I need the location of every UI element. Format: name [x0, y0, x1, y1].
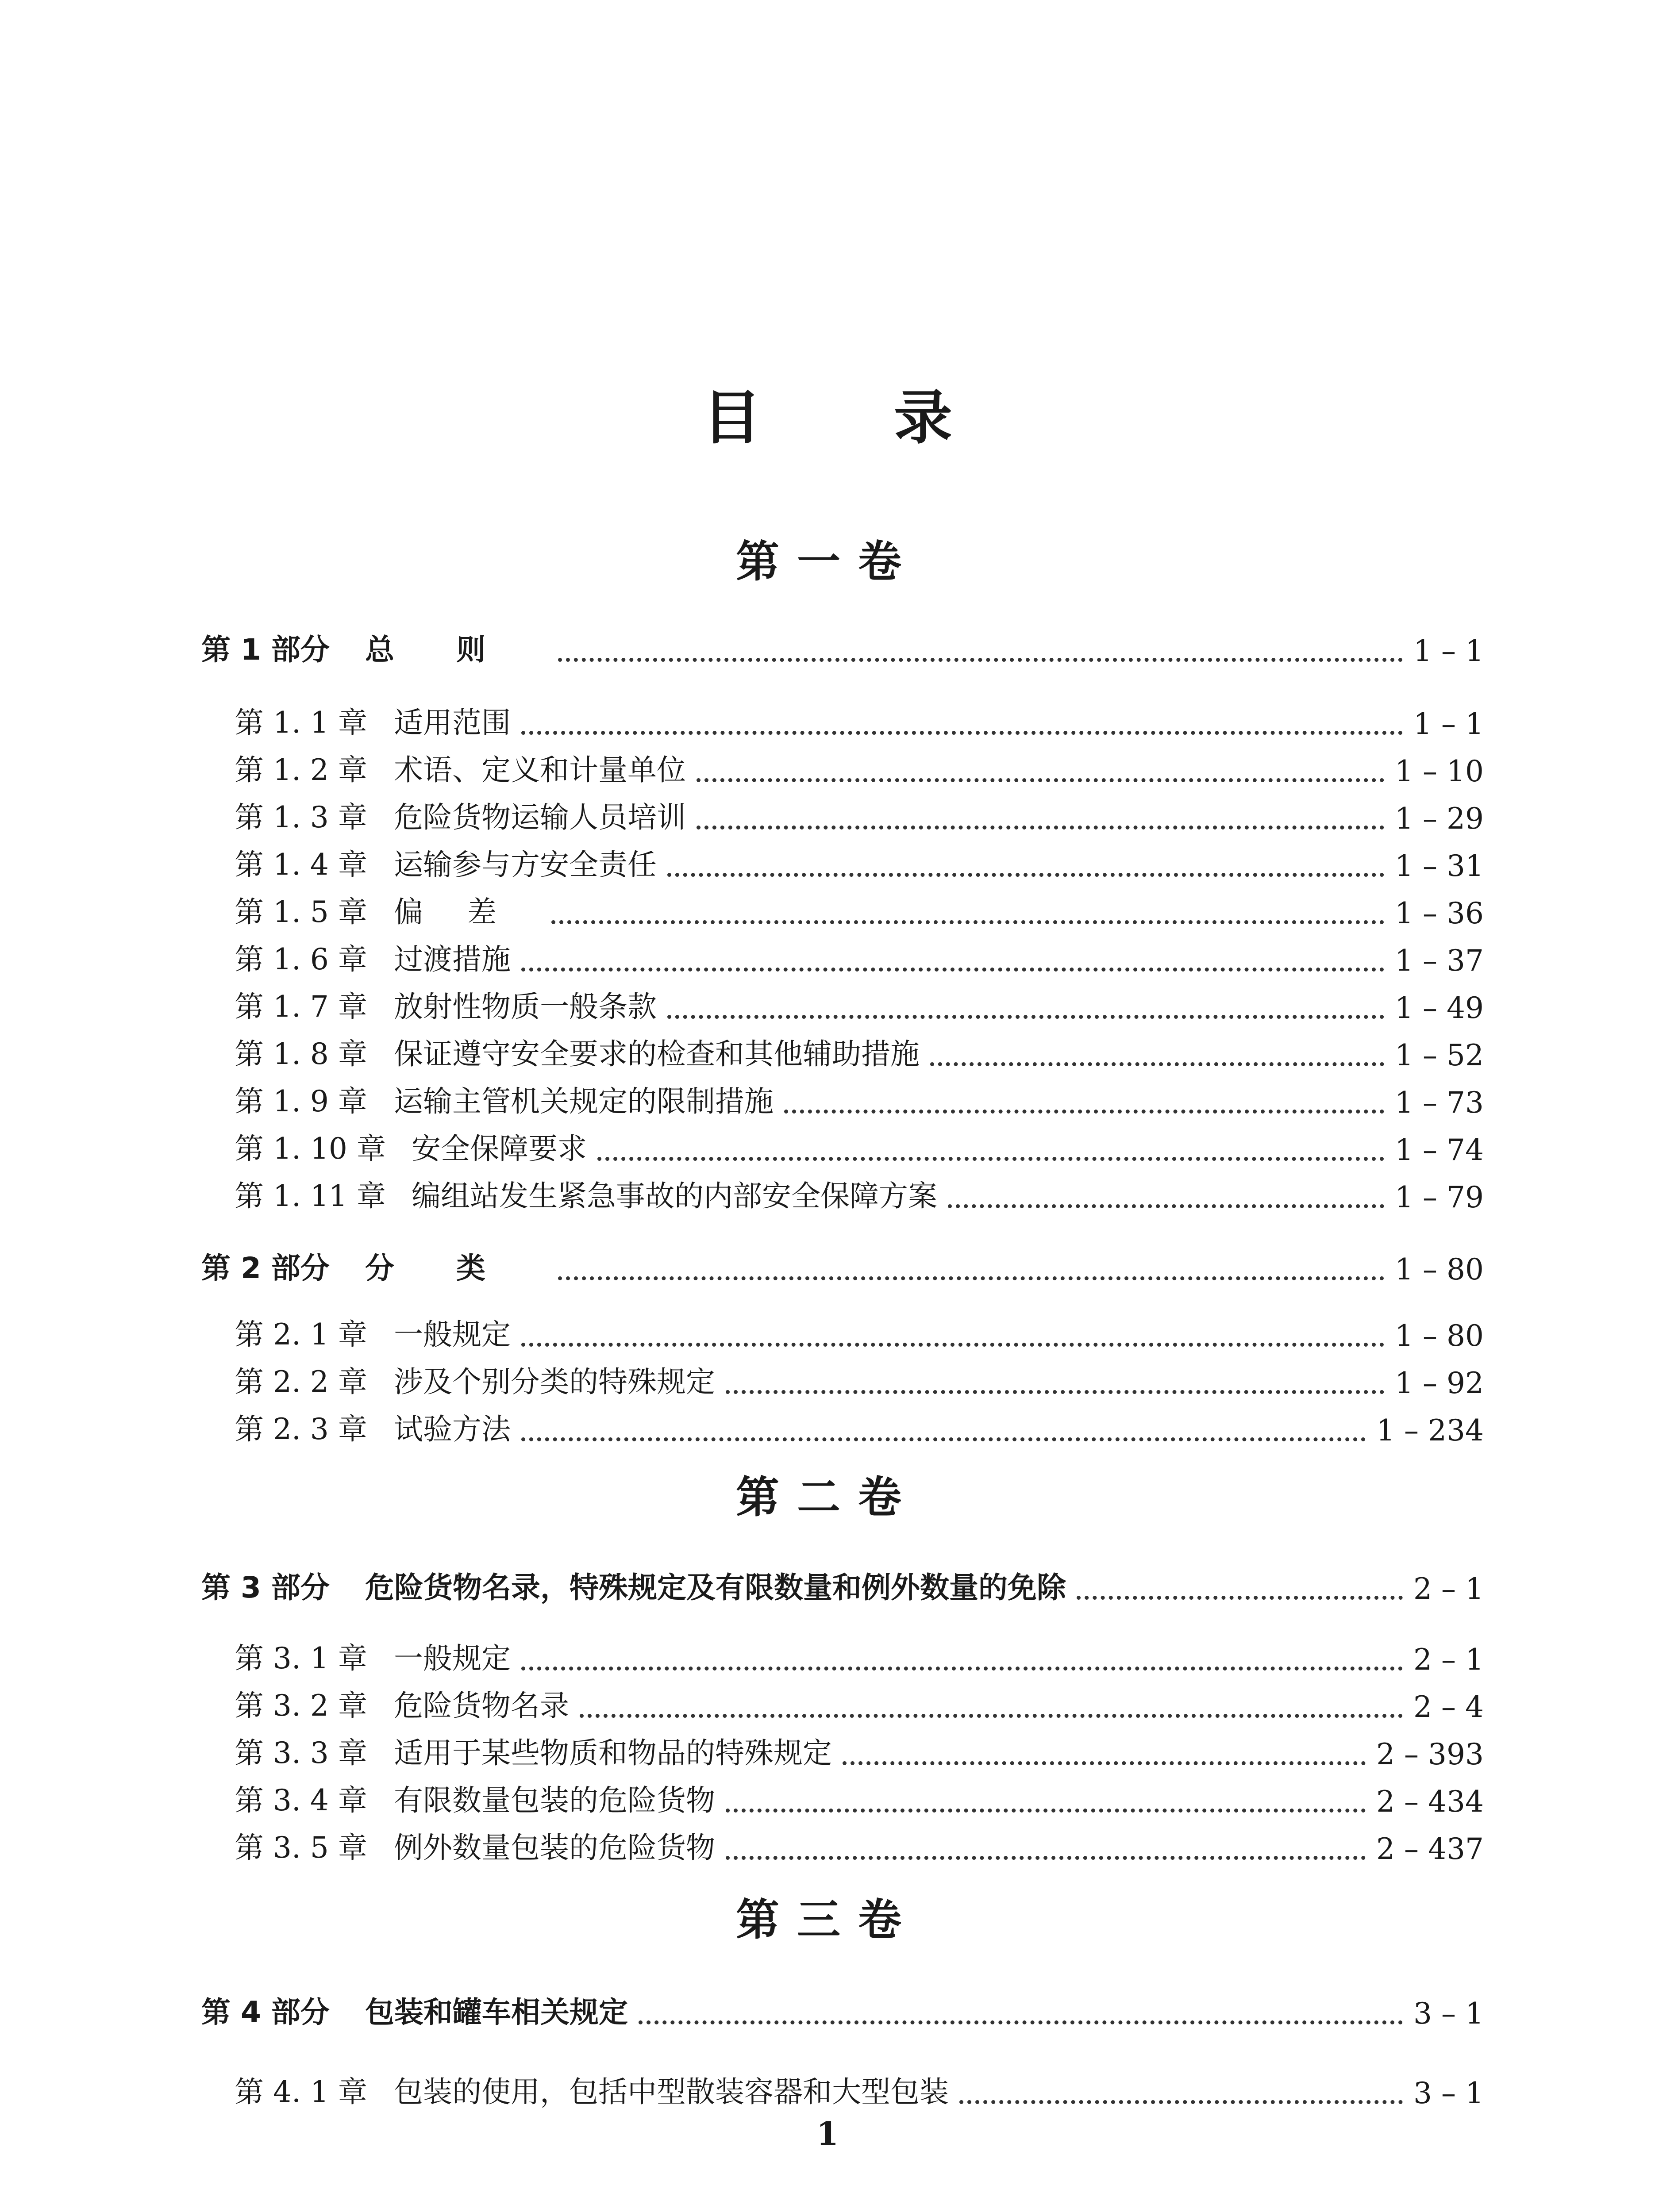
chapter-number: 第 1. 11 章 [235, 1179, 386, 1213]
page-ref: 1 – 80 [1395, 1252, 1484, 1286]
toc-chapter[interactable] [235, 1127, 1484, 1167]
dot-leader [667, 873, 1384, 877]
toc-chapter[interactable] [235, 749, 1484, 788]
toc-chapter[interactable] [235, 1684, 1484, 1724]
chapter-title: 一般规定 [394, 1317, 511, 1352]
page-number: 1 [816, 2115, 839, 2152]
toc-chapter[interactable] [235, 1779, 1484, 1819]
dot-leader [726, 1809, 1366, 1813]
page-ref: 2 – 393 [1376, 1737, 1484, 1771]
chapter-title: 过渡措施 [394, 942, 511, 976]
page-ref: 2 – 434 [1376, 1785, 1484, 1819]
toc-part-4[interactable] [201, 1991, 1484, 2031]
page-ref: 1 – 92 [1395, 1366, 1484, 1400]
chapter-title: 一般规定 [394, 1641, 511, 1675]
dot-leader [948, 1204, 1384, 1208]
dot-leader [521, 968, 1384, 972]
dot-leader [726, 1390, 1384, 1394]
toc-chapter[interactable] [235, 1826, 1484, 1866]
dot-leader [551, 920, 1384, 924]
dot-leader [697, 826, 1384, 830]
page-ref: 2 – 4 [1413, 1690, 1484, 1724]
dot-leader [784, 1110, 1384, 1114]
chapter-number: 第 3. 1 章 [235, 1641, 367, 1675]
chapter-number: 第 1. 10 章 [235, 1132, 386, 1166]
page-ref: 2 – 1 [1413, 1643, 1484, 1677]
chapter-title: 偏差 [394, 895, 541, 929]
chapter-title: 危险货物名录 [394, 1689, 569, 1723]
chapter-title: 适用于某些物质和物品的特殊规定 [394, 1736, 832, 1770]
page-ref: 2 – 1 [1413, 1572, 1484, 1606]
toc-chapter[interactable] [235, 1033, 1484, 1072]
chapter-title: 例外数量包装的危险货物 [394, 1831, 715, 1865]
chapter-title: 放射性物质一般条款 [394, 990, 657, 1024]
chapter-title: 涉及个别分类的特殊规定 [394, 1365, 715, 1399]
page-title-char-2: 录 [894, 384, 952, 452]
dot-leader [580, 1714, 1403, 1718]
chapter-title: 安全保障要求 [412, 1132, 587, 1166]
page-ref: 1 – 52 [1395, 1038, 1484, 1072]
part-title: 危险货物名录，特殊规定及有限数量和例外数量的免除 [365, 1571, 1066, 1605]
page-ref: 3 – 1 [1413, 1997, 1484, 2031]
toc-chapter[interactable] [235, 2070, 1484, 2110]
page-title [0, 383, 1655, 453]
dot-leader [726, 1856, 1366, 1860]
dot-leader [597, 1157, 1384, 1161]
chapter-number: 第 1. 1 章 [235, 706, 367, 740]
dot-leader [521, 1343, 1384, 1347]
chapter-number: 第 3. 4 章 [235, 1783, 367, 1817]
page-ref: 1 – 234 [1376, 1413, 1484, 1448]
page-ref: 1 – 80 [1395, 1319, 1484, 1353]
page-ref: 1 – 36 [1395, 896, 1484, 930]
toc-chapter[interactable] [235, 1408, 1484, 1448]
chapter-title: 运输主管机关规定的限制措施 [394, 1084, 774, 1118]
toc-chapter[interactable] [235, 843, 1484, 883]
part-title: 包装和罐车相关规定 [365, 1995, 628, 2029]
toc-chapter[interactable] [235, 796, 1484, 836]
dot-leader [639, 2020, 1403, 2024]
chapter-title: 保证遵守安全要求的检查和其他辅助措施 [394, 1037, 920, 1071]
toc-chapter[interactable] [235, 1732, 1484, 1771]
chapter-number: 第 3. 2 章 [235, 1689, 367, 1723]
chapter-number: 第 1. 4 章 [235, 848, 367, 882]
toc-chapter[interactable] [235, 701, 1484, 741]
volume-heading-2: 第二卷 [735, 1472, 919, 1523]
chapter-title: 包装的使用，包括中型散装容器和大型包装 [394, 2075, 949, 2109]
page-title-char-1: 目 [703, 384, 761, 452]
dot-leader [697, 778, 1384, 782]
volume-heading-1: 第一卷 [735, 536, 919, 587]
dot-leader [959, 2100, 1403, 2104]
chapter-number: 第 1. 5 章 [235, 895, 367, 929]
chapter-number: 第 2. 3 章 [235, 1412, 367, 1446]
chapter-number: 第 2. 1 章 [235, 1317, 367, 1352]
page-ref: 1 – 49 [1395, 991, 1484, 1025]
toc-chapter[interactable] [235, 1313, 1484, 1353]
dot-leader [1077, 1596, 1403, 1600]
toc-chapter[interactable] [235, 938, 1484, 978]
dot-leader [521, 1437, 1366, 1441]
part-title: 分类 [365, 1251, 547, 1285]
chapter-number: 第 1. 9 章 [235, 1084, 367, 1118]
part-number: 第 4 部分 [201, 1995, 330, 2029]
dot-leader [521, 731, 1403, 735]
toc-chapter[interactable] [235, 985, 1484, 1025]
toc-part-2[interactable] [201, 1247, 1484, 1286]
page-ref: 3 – 1 [1413, 2076, 1484, 2110]
page-ref: 1 – 73 [1395, 1086, 1484, 1120]
toc-chapter[interactable] [235, 1637, 1484, 1677]
chapter-number: 第 1. 2 章 [235, 753, 367, 787]
chapter-number: 第 2. 2 章 [235, 1365, 367, 1399]
chapter-number: 第 1. 7 章 [235, 990, 367, 1024]
part-number: 第 2 部分 [201, 1251, 330, 1285]
toc-part-3[interactable] [201, 1566, 1484, 1606]
chapter-number: 第 4. 1 章 [235, 2075, 367, 2109]
dot-leader [521, 1667, 1403, 1671]
toc-chapter[interactable] [235, 1360, 1484, 1400]
page-ref: 1 – 74 [1395, 1133, 1484, 1167]
chapter-number: 第 3. 5 章 [235, 1831, 367, 1865]
chapter-number: 第 1. 8 章 [235, 1037, 367, 1071]
chapter-title: 术语、定义和计量单位 [394, 753, 686, 787]
part-number: 第 3 部分 [201, 1571, 330, 1605]
dot-leader [558, 1276, 1384, 1280]
page-ref: 1 – 37 [1395, 944, 1484, 978]
page-ref: 1 – 1 [1413, 707, 1484, 741]
toc-chapter[interactable] [235, 1175, 1484, 1214]
chapter-title: 运输参与方安全责任 [394, 848, 657, 882]
page-ref: 1 – 29 [1395, 802, 1484, 836]
chapter-title: 编组站发生紧急事故的内部安全保障方案 [412, 1179, 937, 1213]
toc-chapter[interactable] [235, 891, 1484, 930]
chapter-number: 第 1. 6 章 [235, 942, 367, 976]
chapter-number: 第 1. 3 章 [235, 800, 367, 834]
page-ref: 1 – 31 [1395, 849, 1484, 883]
chapter-title: 有限数量包装的危险货物 [394, 1783, 715, 1817]
dot-leader [843, 1761, 1366, 1765]
page-ref: 1 – 79 [1395, 1180, 1484, 1214]
page-ref: 2 – 437 [1376, 1832, 1484, 1866]
volume-heading-3: 第三卷 [735, 1894, 919, 1945]
dot-leader [930, 1062, 1384, 1066]
toc-part-1[interactable] [201, 628, 1484, 668]
part-title: 总则 [365, 633, 547, 667]
chapter-title: 适用范围 [394, 706, 511, 740]
part-number: 第 1 部分 [201, 633, 330, 667]
chapter-title: 危险货物运输人员培训 [394, 800, 686, 834]
dot-leader [667, 1015, 1384, 1019]
dot-leader [558, 658, 1403, 662]
toc-chapter[interactable] [235, 1080, 1484, 1120]
chapter-title: 试验方法 [394, 1412, 511, 1446]
page-ref: 1 – 1 [1413, 634, 1484, 668]
page-ref: 1 – 10 [1395, 754, 1484, 788]
chapter-number: 第 3. 3 章 [235, 1736, 367, 1770]
